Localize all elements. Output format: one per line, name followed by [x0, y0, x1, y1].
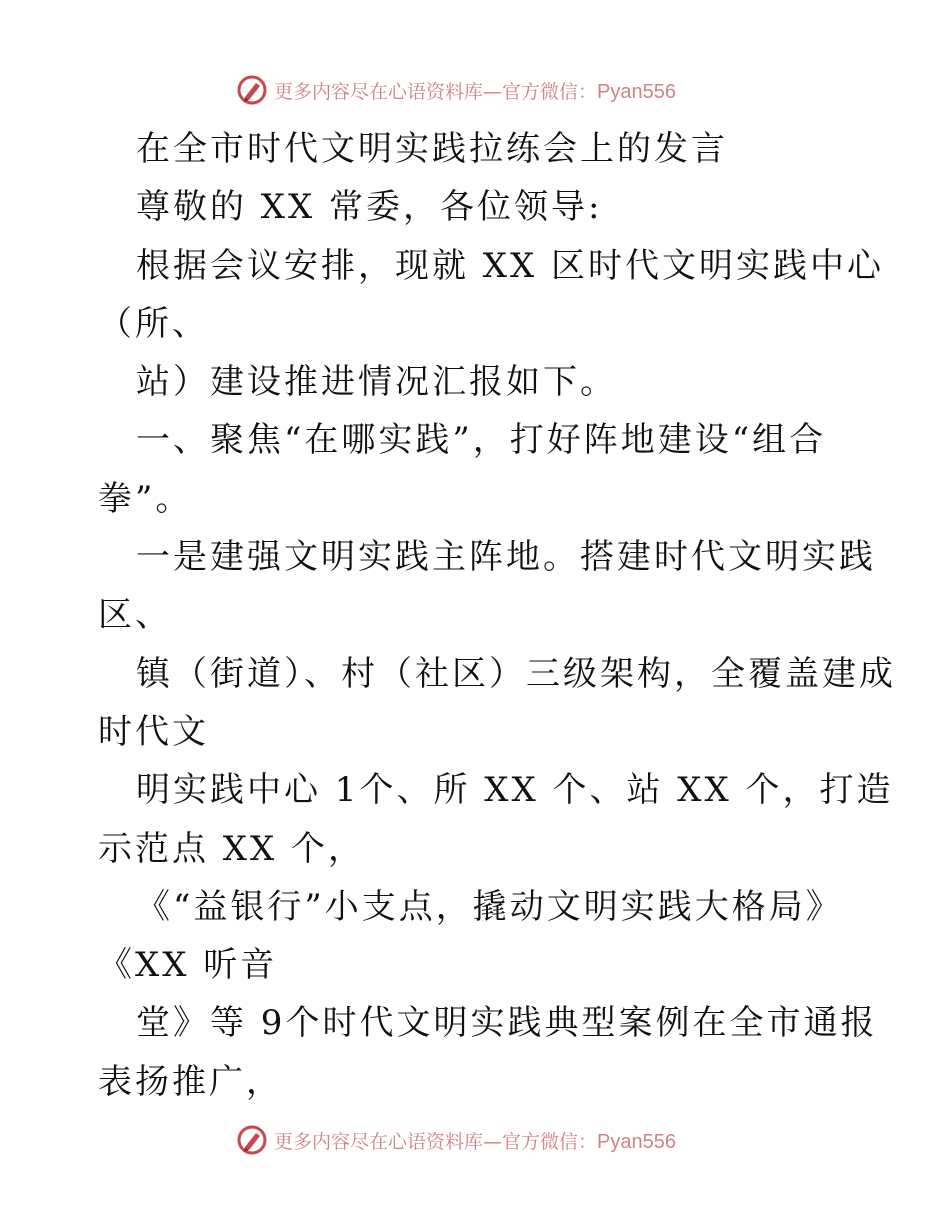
document-body	[98, 120, 918, 1111]
text-line: 时代文	[98, 711, 209, 752]
footer-watermark	[236, 1122, 676, 1158]
text-line: 根据会议安排，现就 XX 区时代文明实践中心	[136, 245, 885, 286]
text-line: 一、聚焦“在哪实践”，打好阵地建设“组合	[136, 420, 827, 461]
text-line: 尊敬的 XX 常委，各位领导:	[136, 187, 603, 228]
text-line: 明实践中心 1个、所 XX 个、站 XX 个，打造	[136, 770, 894, 811]
text-line: 堂》等 9个时代文明实践典型案例在全市通报	[136, 1003, 878, 1044]
text-line: 示范点 XX 个，	[98, 828, 366, 869]
text-line: 一是建强文明实践主阵地。搭建时代文明实践	[136, 537, 876, 578]
watermark-text: 更多内容尽在心语资料库—官方微信：Pyan556	[274, 80, 676, 103]
text-line: 《XX 听音	[98, 945, 278, 986]
pen-logo-icon	[236, 74, 268, 106]
header-watermark	[236, 72, 676, 108]
pen-logo-icon	[236, 1124, 268, 1156]
text-line: 站）建设推进情况汇报如下。	[136, 362, 617, 403]
wechat-id: Pyan556	[597, 80, 676, 103]
wechat-id: Pyan556	[597, 1130, 676, 1153]
watermark-text: 更多内容尽在心语资料库—官方微信：Pyan556	[274, 1130, 676, 1153]
text-line: 在全市时代文明实践拉练会上的发言	[136, 129, 728, 169]
text-line: （所、	[98, 303, 209, 344]
text-line: 镇（街道）、村（社区）三级架构，全覆盖建成	[136, 653, 896, 694]
text-line: 区、	[98, 595, 172, 636]
text-line: 拳”。	[98, 478, 193, 519]
text-line: 《“益银行”小支点，撬动文明实践大格局》	[136, 886, 843, 927]
text-line: 表扬推广，	[98, 1061, 283, 1102]
